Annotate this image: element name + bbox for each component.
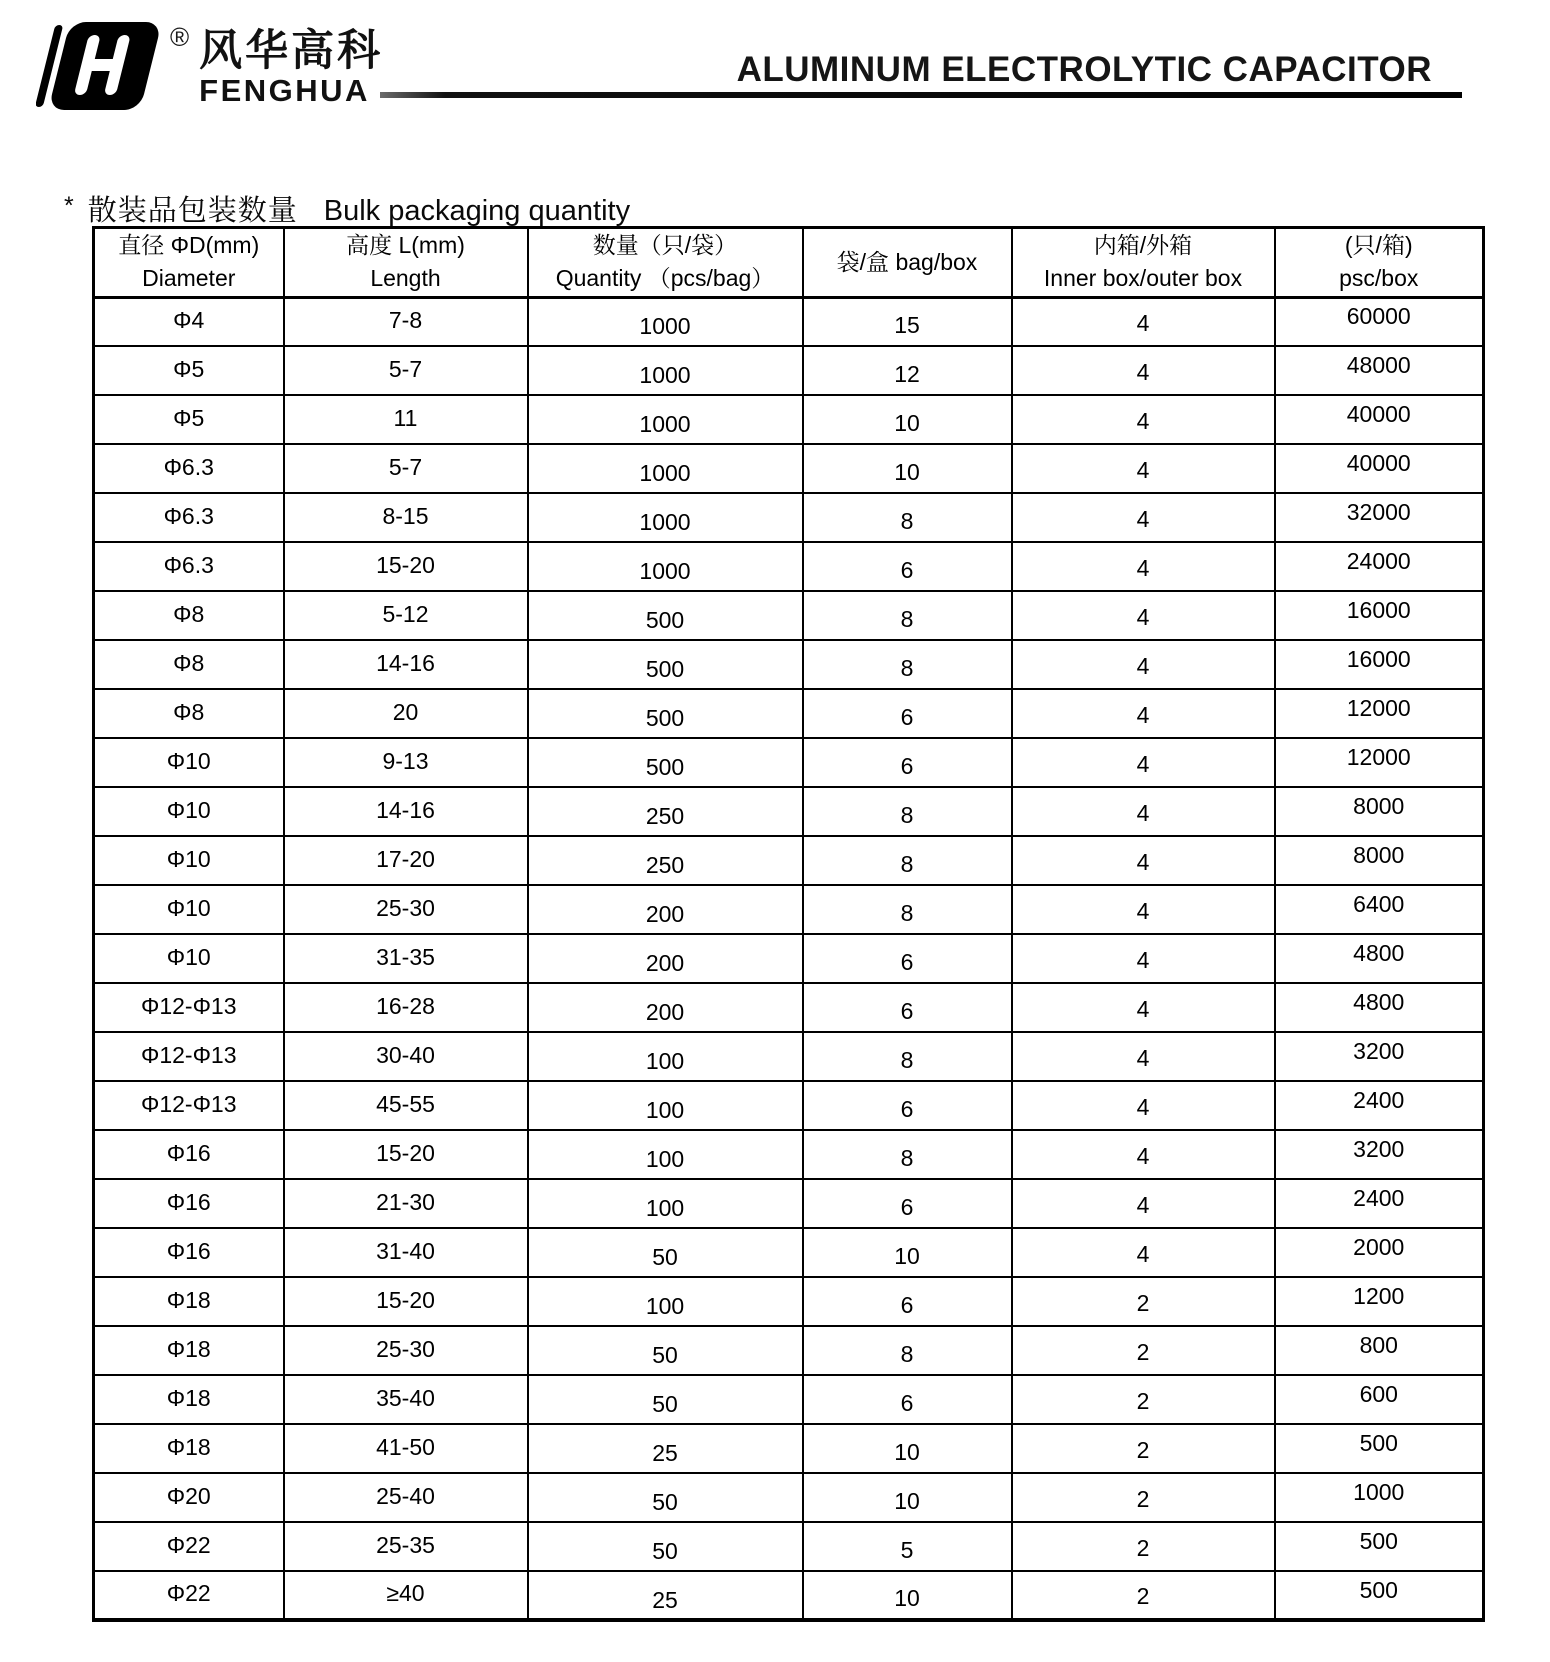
table-row bbox=[94, 1228, 1484, 1277]
diameter-cell: Φ5 bbox=[94, 395, 284, 444]
psc-per-box-cell: 60000 bbox=[1275, 297, 1484, 346]
table-row bbox=[94, 934, 1484, 983]
diameter-cell: Φ12-Φ13 bbox=[94, 1081, 284, 1130]
section-title bbox=[64, 188, 630, 229]
qty-per-bag-cell: 200 bbox=[528, 983, 803, 1032]
qty-per-bag-cell: 1000 bbox=[528, 542, 803, 591]
inner-outer-box-cell: 4 bbox=[1012, 885, 1275, 934]
psc-per-box-cell: 40000 bbox=[1275, 444, 1484, 493]
diameter-cell: Φ10 bbox=[94, 934, 284, 983]
qty-per-bag-cell: 50 bbox=[528, 1228, 803, 1277]
col-header-bag-per-box bbox=[803, 228, 1012, 298]
document-title: ALUMINUM ELECTROLYTIC CAPACITOR bbox=[736, 50, 1432, 89]
length-cell: 14-16 bbox=[284, 787, 528, 836]
inner-outer-box-cell: 2 bbox=[1012, 1571, 1275, 1620]
qty-per-bag-cell: 100 bbox=[528, 1130, 803, 1179]
diameter-cell: Φ8 bbox=[94, 640, 284, 689]
qty-per-bag-cell: 100 bbox=[528, 1032, 803, 1081]
length-cell: 14-16 bbox=[284, 640, 528, 689]
table-row bbox=[94, 1375, 1484, 1424]
diameter-cell: Φ18 bbox=[94, 1375, 284, 1424]
length-cell: 15-20 bbox=[284, 1277, 528, 1326]
section-title-chinese: 散装品包装数量 bbox=[87, 195, 298, 227]
fenghua-logo-mark-icon bbox=[36, 22, 168, 112]
brand-name-chinese: 风华高科 bbox=[199, 27, 384, 75]
inner-outer-box-cell: 4 bbox=[1012, 934, 1275, 983]
diameter-cell: Φ18 bbox=[94, 1326, 284, 1375]
qty-per-bag-cell: 200 bbox=[528, 934, 803, 983]
psc-per-box-cell: 1000 bbox=[1275, 1473, 1484, 1522]
inner-outer-box-cell: 2 bbox=[1012, 1522, 1275, 1571]
psc-per-box-cell: 8000 bbox=[1275, 836, 1484, 885]
psc-per-box-cell: 4800 bbox=[1275, 934, 1484, 983]
bag-per-box-cell: 10 bbox=[803, 1571, 1012, 1620]
inner-outer-box-cell: 2 bbox=[1012, 1424, 1275, 1473]
bulk-packaging-table bbox=[92, 226, 1485, 1622]
psc-per-box-cell: 32000 bbox=[1275, 493, 1484, 542]
bag-per-box-cell: 10 bbox=[803, 444, 1012, 493]
table-row bbox=[94, 1522, 1484, 1571]
inner-outer-box-cell: 4 bbox=[1012, 1032, 1275, 1081]
psc-per-box-cell: 600 bbox=[1275, 1375, 1484, 1424]
table-row bbox=[94, 1277, 1484, 1326]
length-cell: 25-30 bbox=[284, 885, 528, 934]
qty-per-bag-cell: 50 bbox=[528, 1522, 803, 1571]
length-cell: 5-7 bbox=[284, 346, 528, 395]
psc-per-box-cell: 12000 bbox=[1275, 738, 1484, 787]
bag-per-box-cell: 8 bbox=[803, 1326, 1012, 1375]
bag-per-box-cell: 8 bbox=[803, 787, 1012, 836]
bag-per-box-cell: 6 bbox=[803, 738, 1012, 787]
length-cell: 16-28 bbox=[284, 983, 528, 1032]
inner-outer-box-cell: 4 bbox=[1012, 346, 1275, 395]
inner-outer-box-cell: 4 bbox=[1012, 444, 1275, 493]
qty-per-bag-cell: 50 bbox=[528, 1375, 803, 1424]
inner-outer-box-cell: 4 bbox=[1012, 836, 1275, 885]
table-row bbox=[94, 836, 1484, 885]
col-header-inner-outer-box bbox=[1012, 228, 1275, 298]
length-cell: 45-55 bbox=[284, 1081, 528, 1130]
bag-per-box-cell: 10 bbox=[803, 1424, 1012, 1473]
table-header bbox=[94, 228, 1484, 298]
length-cell: 35-40 bbox=[284, 1375, 528, 1424]
bag-per-box-cell: 8 bbox=[803, 640, 1012, 689]
qty-per-bag-cell: 250 bbox=[528, 787, 803, 836]
length-cell: 9-13 bbox=[284, 738, 528, 787]
col-header-psc-per-box-cn: (只/箱) bbox=[1344, 232, 1413, 258]
diameter-cell: Φ10 bbox=[94, 885, 284, 934]
length-cell: 31-40 bbox=[284, 1228, 528, 1277]
diameter-cell: Φ16 bbox=[94, 1228, 284, 1277]
length-cell: 15-20 bbox=[284, 542, 528, 591]
psc-per-box-cell: 8000 bbox=[1275, 787, 1484, 836]
psc-per-box-cell: 800 bbox=[1275, 1326, 1484, 1375]
col-header-bag-per-box-cn: 袋/盒 bag/box bbox=[836, 248, 978, 275]
length-cell: 5-7 bbox=[284, 444, 528, 493]
qty-per-bag-cell: 100 bbox=[528, 1277, 803, 1326]
diameter-cell: Φ16 bbox=[94, 1130, 284, 1179]
table-row bbox=[94, 297, 1484, 346]
inner-outer-box-cell: 4 bbox=[1012, 1179, 1275, 1228]
length-cell: 25-30 bbox=[284, 1326, 528, 1375]
bag-per-box-cell: 10 bbox=[803, 1473, 1012, 1522]
diameter-cell: Φ10 bbox=[94, 738, 284, 787]
length-cell: 30-40 bbox=[284, 1032, 528, 1081]
inner-outer-box-cell: 4 bbox=[1012, 395, 1275, 444]
registered-trademark-icon: ® bbox=[170, 22, 190, 52]
brand-name-english: FENGHUA bbox=[199, 73, 370, 108]
bag-per-box-cell: 15 bbox=[803, 297, 1012, 346]
table-row bbox=[94, 1081, 1484, 1130]
bag-per-box-cell: 6 bbox=[803, 1179, 1012, 1228]
inner-outer-box-cell: 4 bbox=[1012, 787, 1275, 836]
col-header-inner-outer-box-cn: 内箱/外箱 bbox=[1093, 232, 1193, 258]
col-header-length-cn: 高度 L(mm) bbox=[346, 232, 465, 258]
length-cell: 31-35 bbox=[284, 934, 528, 983]
bag-per-box-cell: 6 bbox=[803, 542, 1012, 591]
length-cell: 25-35 bbox=[284, 1522, 528, 1571]
section-title-english: Bulk packaging quantity bbox=[323, 195, 631, 227]
inner-outer-box-cell: 4 bbox=[1012, 1228, 1275, 1277]
brand-text bbox=[199, 27, 384, 108]
table-row bbox=[94, 1032, 1484, 1081]
diameter-cell: Φ10 bbox=[94, 836, 284, 885]
psc-per-box-cell: 6400 bbox=[1275, 885, 1484, 934]
inner-outer-box-cell: 4 bbox=[1012, 542, 1275, 591]
header-divider-rule bbox=[380, 92, 1462, 98]
diameter-cell: Φ18 bbox=[94, 1277, 284, 1326]
bag-per-box-cell: 10 bbox=[803, 395, 1012, 444]
table-row bbox=[94, 1326, 1484, 1375]
psc-per-box-cell: 2400 bbox=[1275, 1081, 1484, 1130]
length-cell: 11 bbox=[284, 395, 528, 444]
table-row bbox=[94, 346, 1484, 395]
length-cell: ≥40 bbox=[284, 1571, 528, 1620]
diameter-cell: Φ12-Φ13 bbox=[94, 983, 284, 1032]
col-header-qty-per-bag bbox=[528, 228, 803, 298]
qty-per-bag-cell: 500 bbox=[528, 591, 803, 640]
diameter-cell: Φ18 bbox=[94, 1424, 284, 1473]
bag-per-box-cell: 6 bbox=[803, 934, 1012, 983]
bag-per-box-cell: 8 bbox=[803, 836, 1012, 885]
col-header-qty-per-bag-cn: 数量（只/袋） bbox=[592, 232, 738, 258]
diameter-cell: Φ6.3 bbox=[94, 542, 284, 591]
bag-per-box-cell: 8 bbox=[803, 1032, 1012, 1081]
bag-per-box-cell: 6 bbox=[803, 983, 1012, 1032]
table-row bbox=[94, 1473, 1484, 1522]
table-header-row bbox=[94, 228, 1484, 298]
psc-per-box-cell: 2000 bbox=[1275, 1228, 1484, 1277]
bag-per-box-cell: 12 bbox=[803, 346, 1012, 395]
psc-per-box-cell: 16000 bbox=[1275, 591, 1484, 640]
length-cell: 5-12 bbox=[284, 591, 528, 640]
qty-per-bag-cell: 250 bbox=[528, 836, 803, 885]
table-row bbox=[94, 591, 1484, 640]
bag-per-box-cell: 6 bbox=[803, 689, 1012, 738]
table-body bbox=[94, 297, 1484, 1620]
col-header-length-en: Length bbox=[370, 265, 441, 292]
inner-outer-box-cell: 4 bbox=[1012, 1130, 1275, 1179]
diameter-cell: Φ22 bbox=[94, 1522, 284, 1571]
bag-per-box-cell: 6 bbox=[803, 1277, 1012, 1326]
bag-per-box-cell: 6 bbox=[803, 1081, 1012, 1130]
table-row bbox=[94, 444, 1484, 493]
bag-per-box-cell: 10 bbox=[803, 1228, 1012, 1277]
bag-per-box-cell: 8 bbox=[803, 493, 1012, 542]
diameter-cell: Φ22 bbox=[94, 1571, 284, 1620]
col-header-psc-per-box bbox=[1275, 228, 1484, 298]
length-cell: 8-15 bbox=[284, 493, 528, 542]
table-row bbox=[94, 689, 1484, 738]
length-cell: 21-30 bbox=[284, 1179, 528, 1228]
table-row bbox=[94, 640, 1484, 689]
qty-per-bag-cell: 500 bbox=[528, 738, 803, 787]
psc-per-box-cell: 1200 bbox=[1275, 1277, 1484, 1326]
table-row bbox=[94, 983, 1484, 1032]
psc-per-box-cell: 500 bbox=[1275, 1522, 1484, 1571]
bag-per-box-cell: 8 bbox=[803, 885, 1012, 934]
psc-per-box-cell: 500 bbox=[1275, 1571, 1484, 1620]
diameter-cell: Φ12-Φ13 bbox=[94, 1032, 284, 1081]
section-asterisk-marker: * bbox=[64, 192, 74, 220]
length-cell: 15-20 bbox=[284, 1130, 528, 1179]
psc-per-box-cell: 16000 bbox=[1275, 640, 1484, 689]
qty-per-bag-cell: 1000 bbox=[528, 395, 803, 444]
length-cell: 41-50 bbox=[284, 1424, 528, 1473]
psc-per-box-cell: 12000 bbox=[1275, 689, 1484, 738]
diameter-cell: Φ8 bbox=[94, 591, 284, 640]
length-cell: 17-20 bbox=[284, 836, 528, 885]
bag-per-box-cell: 8 bbox=[803, 591, 1012, 640]
table-row bbox=[94, 1424, 1484, 1473]
inner-outer-box-cell: 2 bbox=[1012, 1473, 1275, 1522]
qty-per-bag-cell: 500 bbox=[528, 689, 803, 738]
col-header-qty-per-bag-en: Quantity （pcs/bag） bbox=[555, 265, 775, 292]
inner-outer-box-cell: 4 bbox=[1012, 640, 1275, 689]
qty-per-bag-cell: 1000 bbox=[528, 493, 803, 542]
inner-outer-box-cell: 4 bbox=[1012, 297, 1275, 346]
inner-outer-box-cell: 2 bbox=[1012, 1326, 1275, 1375]
qty-per-bag-cell: 100 bbox=[528, 1081, 803, 1130]
inner-outer-box-cell: 4 bbox=[1012, 983, 1275, 1032]
psc-per-box-cell: 3200 bbox=[1275, 1032, 1484, 1081]
psc-per-box-cell: 24000 bbox=[1275, 542, 1484, 591]
psc-per-box-cell: 40000 bbox=[1275, 395, 1484, 444]
qty-per-bag-cell: 200 bbox=[528, 885, 803, 934]
col-header-psc-per-box-en: psc/box bbox=[1339, 265, 1419, 292]
col-header-inner-outer-box-en: Inner box/outer box bbox=[1043, 265, 1243, 292]
bag-per-box-cell: 8 bbox=[803, 1130, 1012, 1179]
diameter-cell: Φ6.3 bbox=[94, 444, 284, 493]
inner-outer-box-cell: 2 bbox=[1012, 1277, 1275, 1326]
qty-per-bag-cell: 500 bbox=[528, 640, 803, 689]
col-header-diameter bbox=[94, 228, 284, 298]
diameter-cell: Φ4 bbox=[94, 297, 284, 346]
inner-outer-box-cell: 4 bbox=[1012, 689, 1275, 738]
inner-outer-box-cell: 2 bbox=[1012, 1375, 1275, 1424]
table-row bbox=[94, 1179, 1484, 1228]
length-cell: 25-40 bbox=[284, 1473, 528, 1522]
table-row bbox=[94, 542, 1484, 591]
length-cell: 20 bbox=[284, 689, 528, 738]
inner-outer-box-cell: 4 bbox=[1012, 738, 1275, 787]
table-row bbox=[94, 787, 1484, 836]
col-header-diameter-cn: 直径 ΦD(mm) bbox=[118, 232, 260, 258]
table-row bbox=[94, 1571, 1484, 1620]
inner-outer-box-cell: 4 bbox=[1012, 493, 1275, 542]
psc-per-box-cell: 3200 bbox=[1275, 1130, 1484, 1179]
length-cell: 7-8 bbox=[284, 297, 528, 346]
qty-per-bag-cell: 25 bbox=[528, 1571, 803, 1620]
table-row bbox=[94, 738, 1484, 787]
diameter-cell: Φ8 bbox=[94, 689, 284, 738]
diameter-cell: Φ10 bbox=[94, 787, 284, 836]
psc-per-box-cell: 2400 bbox=[1275, 1179, 1484, 1228]
diameter-cell: Φ16 bbox=[94, 1179, 284, 1228]
inner-outer-box-cell: 4 bbox=[1012, 1081, 1275, 1130]
col-header-length bbox=[284, 228, 528, 298]
brand-logo bbox=[36, 22, 383, 112]
qty-per-bag-cell: 1000 bbox=[528, 346, 803, 395]
bag-per-box-cell: 6 bbox=[803, 1375, 1012, 1424]
inner-outer-box-cell: 4 bbox=[1012, 591, 1275, 640]
diameter-cell: Φ5 bbox=[94, 346, 284, 395]
table-row bbox=[94, 395, 1484, 444]
diameter-cell: Φ20 bbox=[94, 1473, 284, 1522]
psc-per-box-cell: 500 bbox=[1275, 1424, 1484, 1473]
psc-per-box-cell: 48000 bbox=[1275, 346, 1484, 395]
psc-per-box-cell: 4800 bbox=[1275, 983, 1484, 1032]
table-row bbox=[94, 493, 1484, 542]
diameter-cell: Φ6.3 bbox=[94, 493, 284, 542]
qty-per-bag-cell: 1000 bbox=[528, 444, 803, 493]
bag-per-box-cell: 5 bbox=[803, 1522, 1012, 1571]
table-row bbox=[94, 885, 1484, 934]
qty-per-bag-cell: 25 bbox=[528, 1424, 803, 1473]
col-header-diameter-en: Diameter bbox=[142, 265, 236, 292]
qty-per-bag-cell: 50 bbox=[528, 1473, 803, 1522]
table-row bbox=[94, 1130, 1484, 1179]
qty-per-bag-cell: 100 bbox=[528, 1179, 803, 1228]
qty-per-bag-cell: 1000 bbox=[528, 297, 803, 346]
qty-per-bag-cell: 50 bbox=[528, 1326, 803, 1375]
